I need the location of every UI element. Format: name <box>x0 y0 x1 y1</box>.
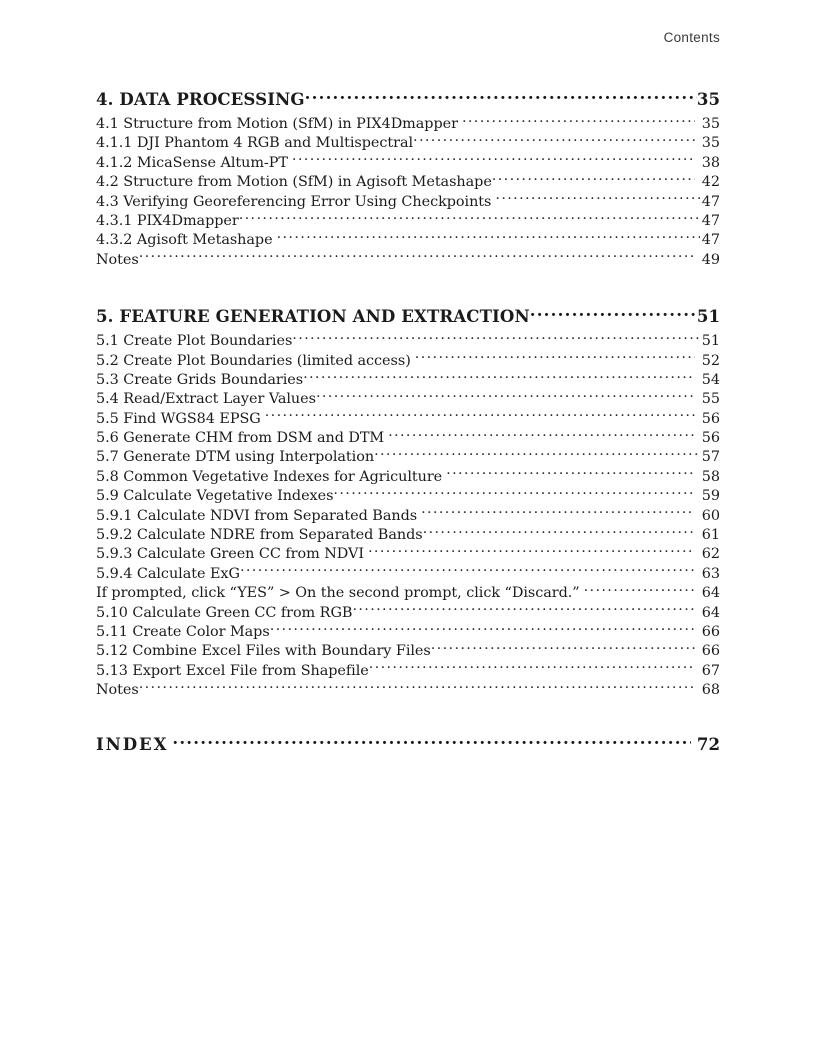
toc-entry-page-number: 47 <box>701 232 720 248</box>
toc-entry-title: 5.3 Create Grids Boundaries <box>96 371 304 388</box>
toc-entry-title: 5.9.3 Calculate Green CC from NDVI <box>96 546 364 562</box>
toc-entry-title: 5.9.2 Calculate NDRE from Separated Bands <box>96 527 423 543</box>
toc-entry-page-number: 64 <box>701 604 720 620</box>
toc-index-title: INDEX <box>96 733 169 754</box>
toc-entry-page-number: 68 <box>701 682 720 698</box>
toc-entry[interactable] <box>96 112 720 131</box>
toc-entry[interactable] <box>96 228 720 247</box>
toc-entry-title: 5.4 Read/Extract Layer Values <box>96 391 316 407</box>
dot-leader <box>368 542 695 558</box>
toc-entry[interactable] <box>96 659 720 678</box>
dot-leader <box>413 131 695 147</box>
toc-entry-page-number: 49 <box>701 251 720 268</box>
toc-entry-page-number: 60 <box>701 507 720 524</box>
toc-entry-page-number: 59 <box>701 488 720 504</box>
toc-section-chapter-5 <box>96 305 720 697</box>
dot-leader <box>374 445 700 461</box>
toc-entry-title: 5.5 Find WGS84 EPSG <box>96 410 261 427</box>
toc-entry-title: 5.11 Create Color Maps <box>96 623 270 640</box>
toc-entry-page-number: 58 <box>701 468 720 485</box>
toc-entry[interactable] <box>96 407 720 426</box>
toc-entry[interactable] <box>96 445 720 464</box>
toc-entry-title: 4.1.1 DJI Phantom 4 RGB and Multispectral <box>96 135 414 151</box>
toc-entry-page-number: 67 <box>701 662 720 679</box>
toc-entry-title: 5.10 Calculate Green CC from RGB <box>96 604 353 620</box>
toc-chapter-title: 5. FEATURE GENERATION AND EXTRACTION <box>96 306 530 327</box>
toc-entry-page-number: 35 <box>701 135 720 151</box>
toc-entry-title: 4.3 Verifying Georeferencing Error Using Checkpoints <box>96 193 492 209</box>
toc-entry[interactable] <box>96 504 720 523</box>
toc-entry-title: 5.13 Export Excel File from Shapefile <box>96 662 369 679</box>
toc-entry-title: 5.2 Create Plot Boundaries (limited access) <box>96 352 411 368</box>
toc-entry[interactable] <box>96 190 720 209</box>
toc-entry[interactable] <box>96 581 720 600</box>
toc-entry-title: Notes <box>96 251 139 268</box>
toc-entry-title: 4.3.1 PIX4Dmapper <box>96 212 239 229</box>
toc-entry-page-number: 66 <box>701 643 720 659</box>
dot-leader <box>462 112 695 128</box>
toc-entry-page-number: 56 <box>701 410 720 427</box>
dot-leader <box>240 562 695 578</box>
running-header <box>96 30 720 45</box>
toc-entry-page-number: 56 <box>701 430 720 446</box>
dot-leader <box>584 581 695 597</box>
dot-leader <box>305 89 697 105</box>
toc-entry-title: Notes <box>96 682 139 698</box>
toc-entry[interactable] <box>96 248 720 267</box>
dot-leader <box>423 523 695 539</box>
toc-entry-page-number: 55 <box>701 391 720 407</box>
toc-chapter-heading[interactable] <box>96 305 720 328</box>
dot-leader <box>265 407 695 423</box>
toc-entry[interactable] <box>96 562 720 581</box>
toc-entry[interactable] <box>96 426 720 445</box>
toc-entry-title: 5.8 Common Vegetative Indexes for Agriculture <box>96 468 443 485</box>
toc-entry[interactable] <box>96 484 720 503</box>
toc-entry[interactable] <box>96 542 720 561</box>
toc-chapter-page-number: 35 <box>696 89 720 109</box>
toc-entry-title: 4.2 Structure from Motion (SfM) in Agisoft Metashape <box>96 174 492 190</box>
toc-entry-page-number: 63 <box>701 565 720 582</box>
toc-entry-page-number: 35 <box>701 116 720 132</box>
dot-leader <box>495 190 700 206</box>
dot-leader <box>492 170 695 186</box>
toc-entry[interactable] <box>96 170 720 189</box>
dot-leader <box>421 504 695 520</box>
dot-leader <box>277 228 700 244</box>
toc-entry-title: 5.9 Calculate Vegetative Indexes <box>96 488 334 504</box>
toc-chapter-page-number: 51 <box>696 306 720 327</box>
toc-entry-page-number: 64 <box>701 585 720 601</box>
dot-leader <box>431 639 695 655</box>
dot-leader <box>369 659 695 675</box>
toc-entry-title: 5.9.4 Calculate ExG <box>96 565 240 582</box>
toc-entry-title: 4.1.2 MicaSense Altum-PT <box>96 154 288 171</box>
toc-entry[interactable] <box>96 620 720 639</box>
dot-leader <box>292 329 700 345</box>
toc-entry[interactable] <box>96 151 720 170</box>
toc-entry-page-number: 38 <box>701 154 720 171</box>
dot-leader <box>415 349 695 365</box>
toc-entry-page-number: 62 <box>701 546 720 562</box>
index-spacer <box>96 698 720 732</box>
toc-entry-title: 5.1 Create Plot Boundaries <box>96 333 293 349</box>
toc-index-page-number: 72 <box>696 733 720 754</box>
toc-entry[interactable] <box>96 329 720 348</box>
toc-entry-page-number: 52 <box>701 352 720 368</box>
toc-entry[interactable] <box>96 368 720 387</box>
toc-entry-page-number: 61 <box>701 527 720 543</box>
toc-entry[interactable] <box>96 349 720 368</box>
dot-leader <box>303 368 695 384</box>
toc-chapter-title: 4. DATA PROCESSING <box>96 89 305 109</box>
dot-leader <box>239 209 700 225</box>
dot-leader <box>333 484 695 500</box>
toc-entry-title: 5.6 Generate CHM from DSM and DTM <box>96 430 385 446</box>
toc-entry-page-number: 54 <box>701 371 720 388</box>
toc-entry-title: 5.12 Combine Excel Files with Boundary Files <box>96 643 431 659</box>
toc-entry-page-number: 51 <box>701 333 720 349</box>
dot-leader <box>292 151 695 167</box>
dot-leader <box>316 387 695 403</box>
dot-leader <box>172 734 691 750</box>
dot-leader <box>530 306 697 322</box>
toc-entry[interactable] <box>96 639 720 658</box>
toc-entry-page-number: 42 <box>701 174 720 190</box>
dot-leader <box>352 601 695 617</box>
toc-entry[interactable] <box>96 678 720 697</box>
toc-chapter-heading[interactable] <box>96 88 720 111</box>
toc-entry-page-number: 57 <box>701 449 720 465</box>
dot-leader <box>139 248 695 264</box>
table-of-contents <box>96 88 720 756</box>
toc-entry-page-number: 47 <box>701 193 720 209</box>
dot-leader <box>446 465 695 481</box>
section-spacer <box>96 267 720 305</box>
toc-entry[interactable] <box>96 131 720 150</box>
toc-entry-title: 4.1 Structure from Motion (SfM) in PIX4Dmapper <box>96 116 458 132</box>
toc-entry[interactable] <box>96 465 720 484</box>
toc-section-chapter-4 <box>96 88 720 267</box>
toc-entry[interactable] <box>96 523 720 542</box>
running-header-text: Contents <box>663 30 720 45</box>
toc-entry[interactable] <box>96 387 720 406</box>
toc-entry-title: 5.9.1 Calculate NDVI from Separated Bands <box>96 507 418 524</box>
dot-leader <box>388 426 695 442</box>
dot-leader <box>139 678 695 694</box>
toc-entry-title: 5.7 Generate DTM using Interpolation <box>96 449 375 465</box>
toc-index-entry[interactable] <box>96 732 720 756</box>
toc-entry-page-number: 66 <box>701 623 720 640</box>
toc-entry[interactable] <box>96 209 720 228</box>
toc-entry-page-number: 47 <box>701 212 720 229</box>
toc-entry[interactable] <box>96 601 720 620</box>
toc-entry-title: If prompted, click “YES” > On the second prompt, click “Discard.” <box>96 585 580 601</box>
dot-leader <box>270 620 695 636</box>
toc-entry-title: 4.3.2 Agisoft Metashape <box>96 232 273 248</box>
